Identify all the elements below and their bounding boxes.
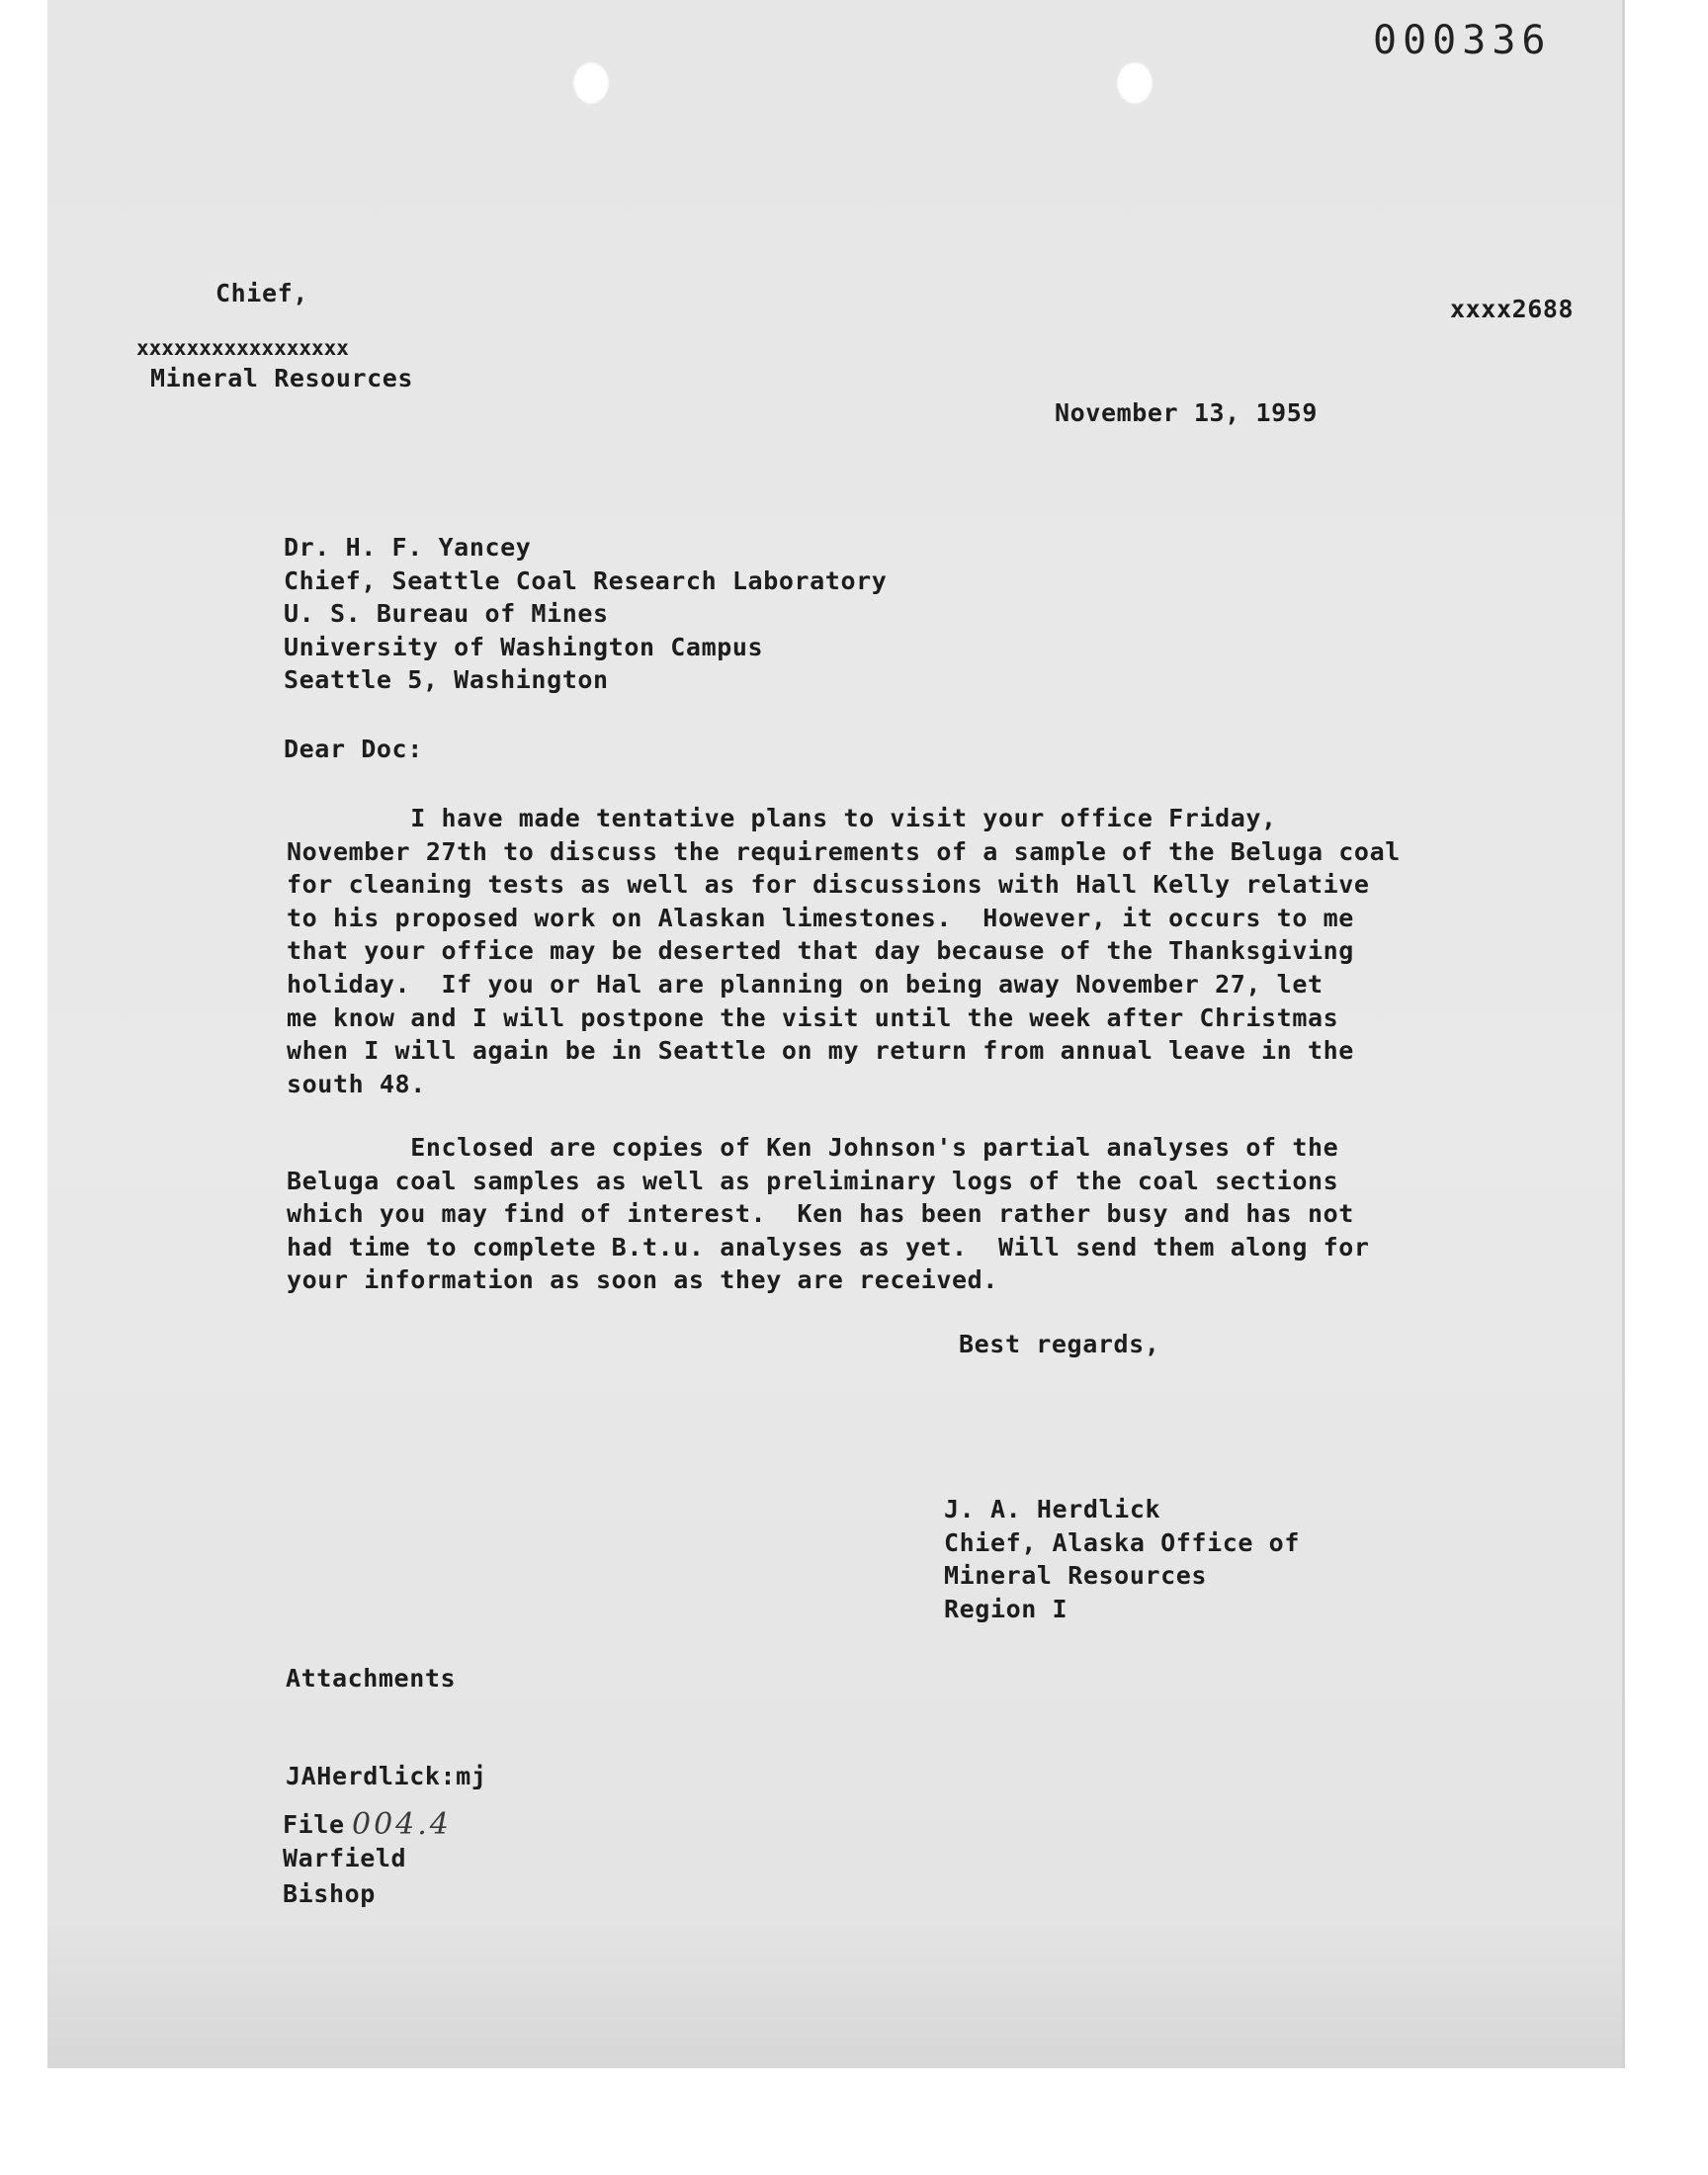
signature-line: Chief, Alaska Office of — [944, 1527, 1300, 1557]
file-label: File — [283, 1810, 345, 1839]
signature-block — [944, 1493, 1300, 1625]
body-line: holiday. If you or Hal are planning on being away November 27, let — [287, 969, 1324, 999]
recipient-line: Seattle 5, Washington — [284, 665, 609, 695]
body-line: that your office may be deserted that day because of the Thanksgiving — [287, 936, 1354, 966]
body-line: had time to complete B.t.u. analyses as yet. Will send them along for — [287, 1232, 1370, 1262]
reference-code: xxxx2688 — [1450, 295, 1575, 323]
body-line: when I will again be in Seattle on my return from annual leave in the — [287, 1036, 1354, 1066]
page-shadow-edge — [47, 1916, 1622, 2068]
recipient-address — [284, 531, 887, 697]
closing: Best regards, — [959, 1330, 1160, 1358]
body-line: me know and I will postpone the visit until the week after Christmas — [287, 1002, 1339, 1032]
body-paragraph-1 — [287, 802, 1401, 1100]
signature-line: J. A. Herdlick — [944, 1495, 1161, 1523]
body-line: Enclosed are copies of Ken Johnson's partial analyses of the — [287, 1133, 1339, 1162]
signature-line: Region I — [944, 1594, 1068, 1623]
copy-recipient-bishop: Bishop — [283, 1879, 376, 1908]
body-paragraph-2 — [287, 1131, 1370, 1297]
punch-hole-left — [572, 61, 610, 105]
body-line: I have made tentative plans to visit your office Friday, — [287, 804, 1277, 832]
recipient-line: U. S. Bureau of Mines — [284, 599, 609, 629]
body-line: your information as soon as they are received. — [287, 1265, 998, 1295]
from-division: Mineral Resources — [150, 364, 414, 392]
body-line: November 27th to discuss the requirements of a sample of the Beluga coal — [287, 836, 1401, 866]
from-title: Chief, — [215, 279, 308, 307]
recipient-line: Chief, Seattle Coal Research Laboratory — [284, 566, 888, 595]
recipient-line: Dr. H. F. Yancey — [284, 533, 532, 562]
signature-line: Mineral Resources — [944, 1561, 1208, 1591]
attachments-note: Attachments — [286, 1664, 457, 1693]
body-line: which you may find of interest. Ken has been rather busy and has not — [287, 1199, 1354, 1229]
body-line: south 48. — [287, 1069, 426, 1098]
page-number-stamp: 000336 — [1373, 18, 1552, 63]
struck-out-line: xxxxxxxxxxxxxxxxx — [136, 336, 349, 360]
typist-initials: JAHerdlick:mj — [286, 1762, 487, 1790]
body-line: to his proposed work on Alaskan limestones. However, it occurs to me — [287, 903, 1354, 932]
salutation: Dear Doc: — [284, 735, 423, 763]
body-line: Beluga coal samples as well as preliminary logs of the coal sections — [287, 1166, 1339, 1195]
body-line: for cleaning tests as well as for discussions with Hall Kelly relative — [287, 870, 1370, 900]
handwritten-file-number: 004.4 — [352, 1807, 452, 1842]
recipient-line: University of Washington Campus — [284, 632, 764, 661]
copy-recipient-warfield: Warfield — [283, 1844, 407, 1872]
letter-date: November 13, 1959 — [1055, 398, 1319, 427]
punch-hole-right — [1116, 61, 1153, 105]
